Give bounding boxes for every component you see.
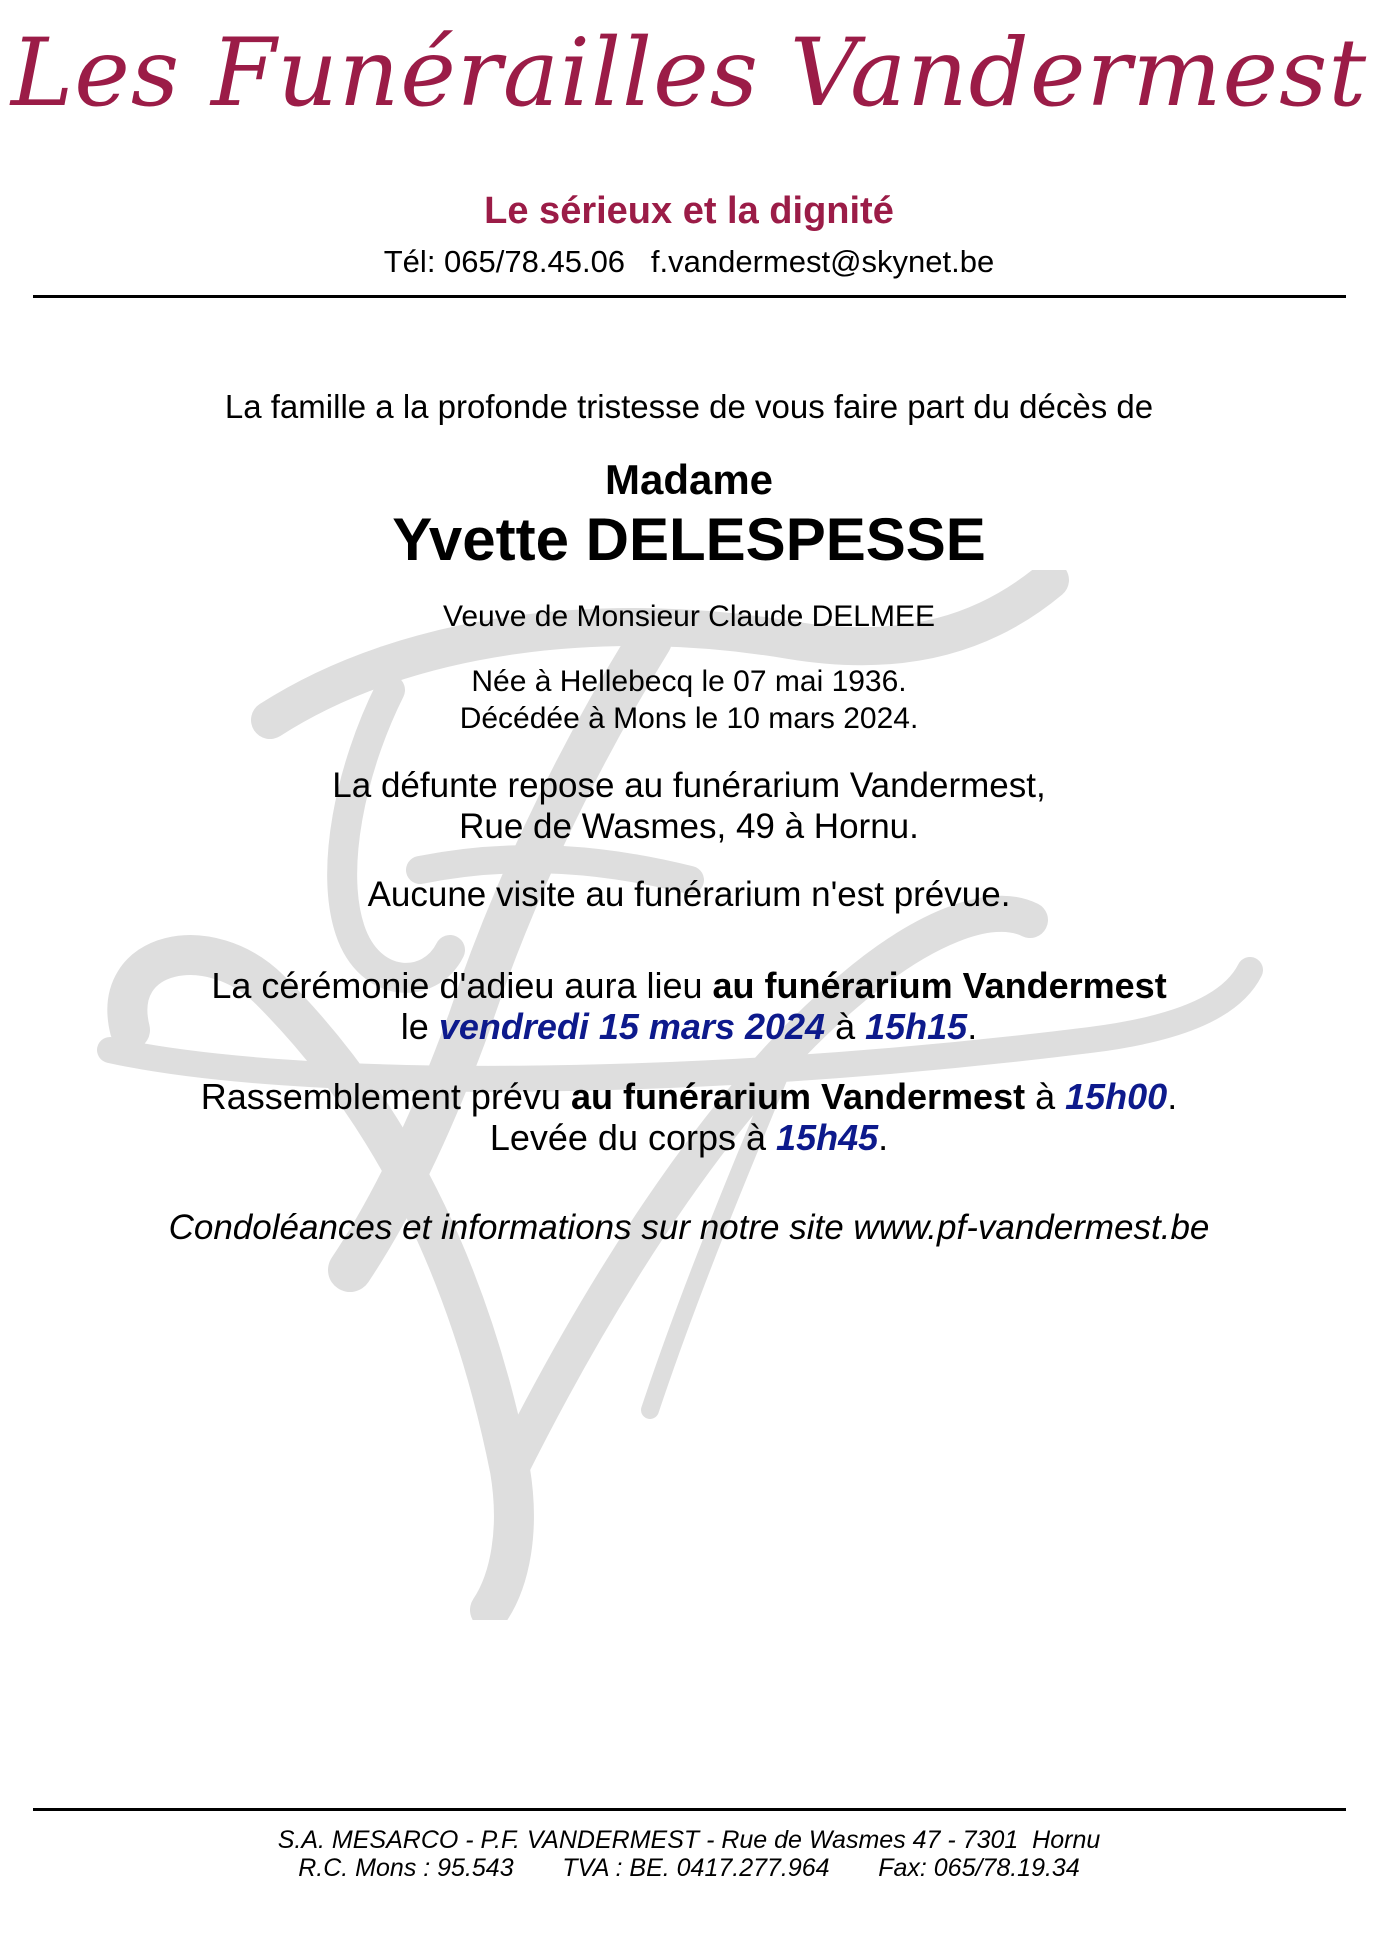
- email-address: f.vandermest@skynet.be: [650, 244, 995, 279]
- deceased-title: Madame: [604, 456, 774, 503]
- gathering-time: 15h00: [1065, 1076, 1168, 1117]
- birth-info: Née à Hellebecq le 07 mai 1936.: [471, 665, 907, 698]
- company-tagline: Le sérieux et la dignité: [484, 190, 894, 232]
- ceremony-date-prefix: le: [400, 1006, 439, 1047]
- footer-registration: [0, 1854, 1378, 1883]
- rest-location-line2: Rue de Wasmes, 49 à Hornu.: [459, 807, 919, 846]
- footer-rc: R.C. Mons : 95.543: [298, 1854, 514, 1882]
- ceremony-line1: [0, 965, 1378, 1007]
- gathering-line: [0, 1076, 1378, 1118]
- levee-prefix: Levée du corps à: [489, 1117, 777, 1158]
- rest-location-line1: La défunte repose au funérarium Vandermest,: [332, 766, 1046, 805]
- gathering-place: au funérarium Vandermest: [570, 1076, 1026, 1117]
- footer-company-address: S.A. MESARCO - P.F. VANDERMEST - Rue de Wasmes 47 - 7301 Hornu: [277, 1826, 1101, 1854]
- levee-time: 15h45: [776, 1117, 879, 1158]
- announcement-intro: La famille a la profonde tristesse de vous faire part du décès de: [224, 388, 1154, 425]
- levee-line: [0, 1117, 1378, 1159]
- deceased-name: Yvette DELESPESSE: [392, 506, 986, 573]
- gathering-prefix: Rassemblement prévu: [200, 1076, 571, 1117]
- ceremony-at: à: [825, 1006, 866, 1047]
- ceremony-place: au funérarium Vandermest: [712, 965, 1167, 1006]
- footer-divider: [33, 1808, 1346, 1811]
- contact-line: [0, 244, 1378, 280]
- ceremony-time: 15h15: [865, 1006, 968, 1047]
- gathering-at: à: [1025, 1076, 1066, 1117]
- footer-tva: TVA : BE. 0417.277.964: [562, 1854, 830, 1882]
- company-logo-title: Les Funérailles Vandermest: [10, 19, 1368, 128]
- widow-of: Veuve de Monsieur Claude DELMEE: [443, 600, 935, 633]
- condolences-website: Condoléances et informations sur notre site www.pf-vandermest.be: [168, 1208, 1210, 1247]
- header-divider: [33, 295, 1346, 298]
- levee-period: .: [878, 1117, 889, 1158]
- ceremony-date: vendredi 15 mars 2024: [438, 1006, 826, 1047]
- gathering-period: .: [1167, 1076, 1178, 1117]
- death-info: Décédée à Mons le 10 mars 2024.: [459, 702, 919, 735]
- visit-info: Aucune visite au funérarium n'est prévue.: [367, 875, 1011, 914]
- ceremony-period: .: [967, 1006, 978, 1047]
- footer-fax: Fax: 065/78.19.34: [878, 1854, 1080, 1882]
- phone-number: Tél: 065/78.45.06: [383, 244, 626, 279]
- ceremony-line2: [0, 1006, 1378, 1048]
- ceremony-prefix: La cérémonie d'adieu aura lieu: [211, 965, 713, 1006]
